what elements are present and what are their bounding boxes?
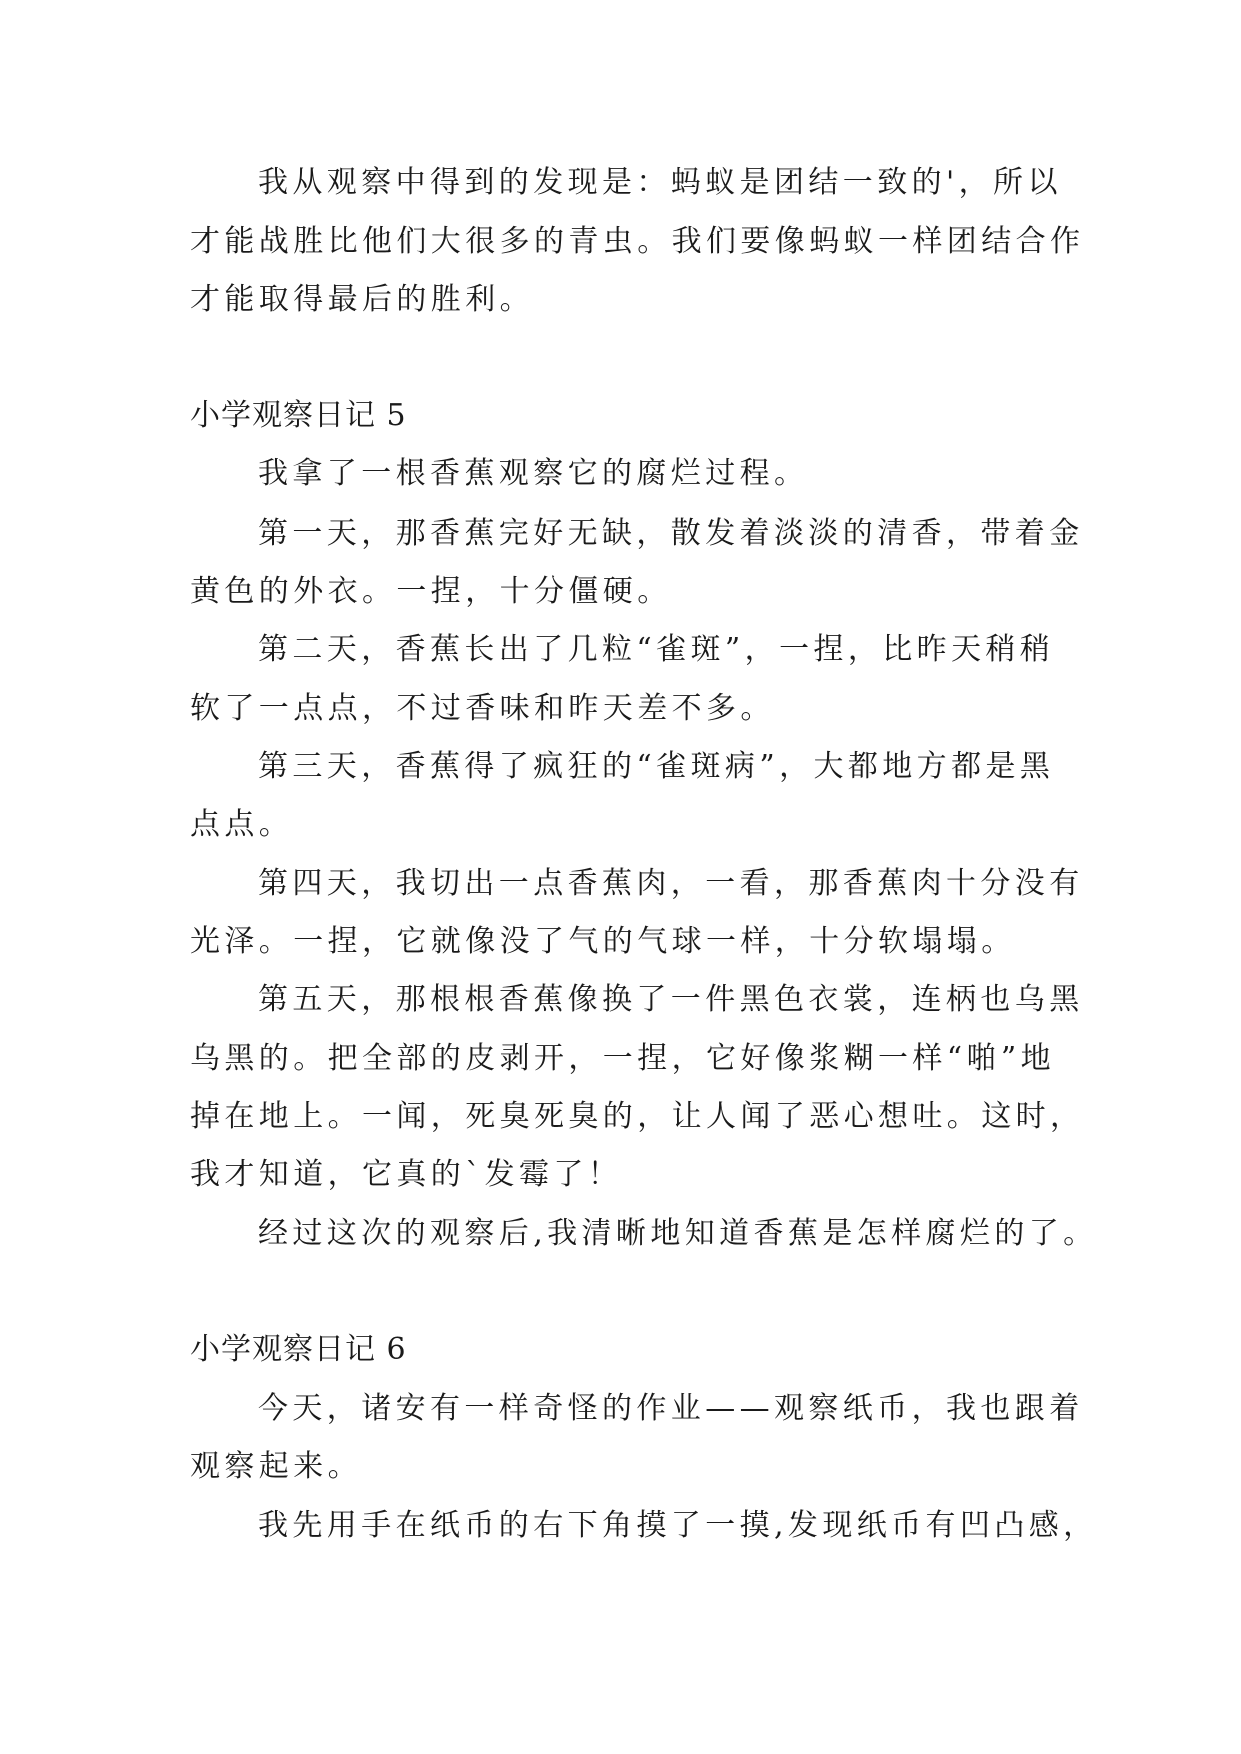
paragraph-line: 经过这次的观察后,我清晰地知道香蕉是怎样腐烂的了。 [258, 1216, 1098, 1251]
section-heading: 小学观察日记 5 [190, 398, 407, 433]
paragraph-line: 我先用手在纸币的右下角摸了一摸,发现纸币有凹凸感， [258, 1508, 1098, 1543]
paragraph-line: 观察起来。 [190, 1449, 362, 1484]
paragraph-line: 掉在地上。一闻，死臭死臭的，让人闻了恶心想吐。这时， [190, 1099, 1085, 1134]
paragraph-line: 才能战胜比他们大很多的青虫。我们要像蚂蚁一样团结合作 [190, 224, 1085, 259]
paragraph-line: 第三天，香蕉得了疯狂的“雀斑病”，大都地方都是黑 [258, 749, 1055, 784]
paragraph-line: 黄色的外衣。一捏，十分僵硬。 [190, 574, 672, 609]
paragraph-line: 今天，诸安有一样奇怪的作业——观察纸币，我也跟着 [258, 1391, 1084, 1426]
paragraph-line: 软了一点点，不过香味和昨天差不多。 [190, 691, 775, 726]
paragraph-line: 点点。 [190, 807, 294, 842]
paragraph-line: 第一天，那香蕉完好无缺，散发着淡淡的清香，带着金 [258, 516, 1084, 551]
paragraph-line: 第五天，那根根香蕉像换了一件黑色衣裳，连柄也乌黑 [258, 982, 1084, 1017]
paragraph-line: 我从观察中得到的发现是：蚂蚁是团结一致的'，所以 [258, 165, 1062, 200]
section-heading: 小学观察日记 6 [190, 1332, 407, 1367]
paragraph-line: 才能取得最后的胜利。 [190, 282, 534, 317]
paragraph-line: 光泽。一捏，它就像没了气的气球一样，十分软塌塌。 [190, 924, 1016, 959]
paragraph-line: 我才知道，它真的`发霉了！ [190, 1157, 623, 1192]
paragraph-line: 乌黑的。把全部的皮剥开，一捏，它好像浆糊一样“啪”地 [190, 1041, 1056, 1076]
paragraph-line: 第二天，香蕉长出了几粒“雀斑”，一捏，比昨天稍稍 [258, 632, 1055, 667]
paragraph-line: 第四天，我切出一点香蕉肉，一看，那香蕉肉十分没有 [258, 866, 1084, 901]
paragraph-line: 我拿了一根香蕉观察它的腐烂过程。 [258, 456, 809, 491]
